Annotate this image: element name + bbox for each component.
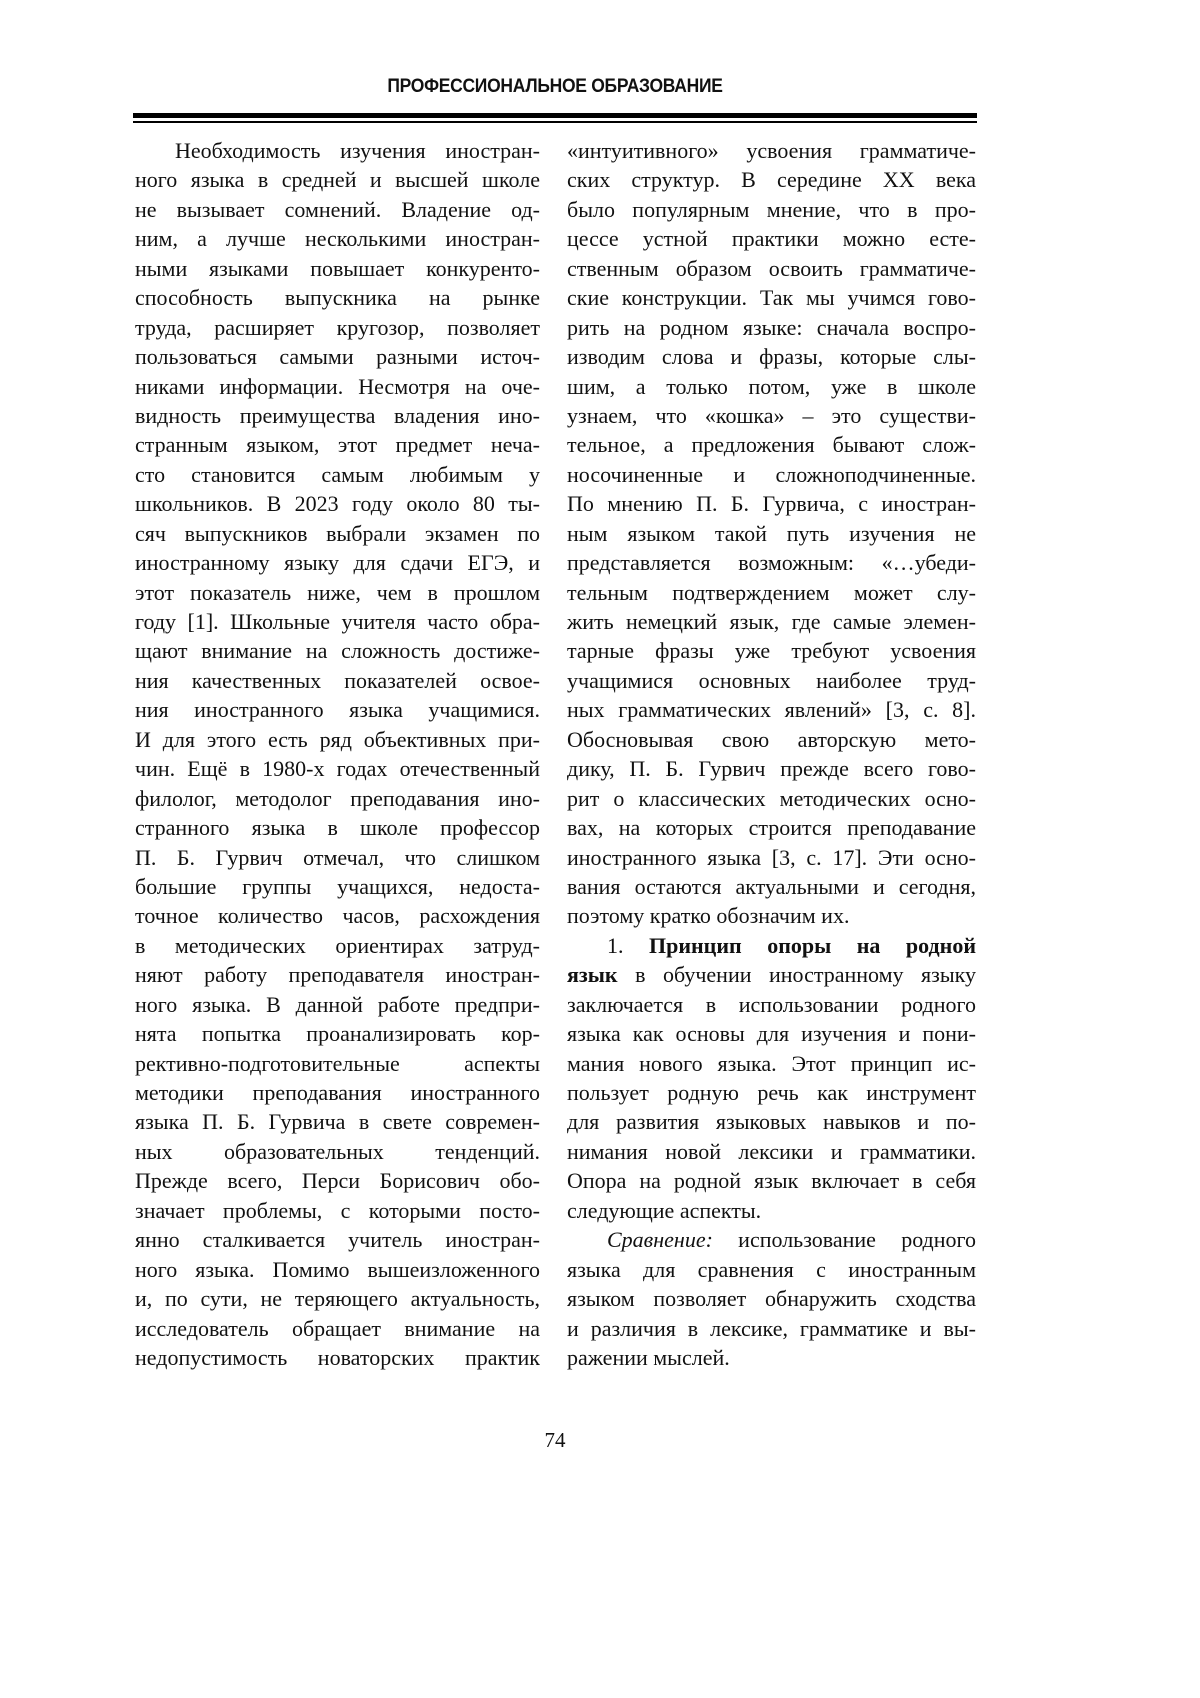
text-line: [567, 1343, 976, 1372]
text-line: языка П. Б. Гурвича в свете современ-: [135, 1107, 540, 1136]
text-column-right: [567, 136, 976, 1372]
text-line: странным языком, этот предмет неча-: [135, 430, 540, 459]
text-line: тарные фразы уже требуют усвоения: [567, 636, 976, 665]
text-line: учащимися основных наиболее труд-: [567, 666, 976, 695]
text-line: для развития языковых навыков и по-: [567, 1107, 976, 1136]
text-line: этот показатель ниже, чем в прошлом: [135, 578, 540, 607]
text-line: жить немецкий язык, где самые элемен-: [567, 607, 976, 636]
text-line: няют работу преподавателя иностран-: [135, 960, 540, 989]
text-segment: следующие аспекты.: [567, 1198, 761, 1223]
text-line: По мнению П. Б. Гурвича, с иностран-: [567, 489, 976, 518]
text-line: рит о классических методических осно-: [567, 784, 976, 813]
text-line: узнаем, что «кошка» – это существи-: [567, 401, 976, 430]
text-line: «интуитивного» усвоения грамматиче-: [567, 136, 976, 165]
text-line: изводим слова и фразы, которые слы-: [567, 342, 976, 371]
text-line: тельным подтверждением может слу-: [567, 578, 976, 607]
text-line: и различия в лексике, грамматике и вы-: [567, 1314, 976, 1343]
text-line: И для этого есть ряд объективных при-: [135, 725, 540, 754]
text-line: недопустимость новаторских практик: [135, 1343, 540, 1372]
text-line: рить на родном языке: сначала воспро-: [567, 313, 976, 342]
text-line: вания остаются актуальными и сегодня,: [567, 872, 976, 901]
text-segment: поэтому кратко обозначим их.: [567, 903, 849, 928]
text-line: ными языками повышает конкуренто-: [135, 254, 540, 283]
text-line: году [1]. Школьные учителя часто обра-: [135, 607, 540, 636]
text-line: мания нового языка. Этот принцип ис-: [567, 1049, 976, 1078]
text-line: видность преимущества владения ино-: [135, 401, 540, 430]
text-line: большие группы учащихся, недоста-: [135, 872, 540, 901]
text-segment: Необходимость изучения иностран-: [175, 138, 540, 163]
text-line: было популярным мнение, что в про-: [567, 195, 976, 224]
text-line: вах, на которых строится преподавание: [567, 813, 976, 842]
text-line: ственным образом освоить грамматиче-: [567, 254, 976, 283]
text-line: странного языка в школе профессор: [135, 813, 540, 842]
text-line: [567, 1196, 976, 1225]
header-rule-thin: [133, 121, 977, 123]
text-line: филолог, методолог преподавания ино-: [135, 784, 540, 813]
text-line: методики преподавания иностранного: [135, 1078, 540, 1107]
text-column-left: [135, 136, 540, 1372]
text-line: ских структур. В середине XX века: [567, 165, 976, 194]
text-line: ных образовательных тенденций.: [135, 1137, 540, 1166]
text-line: труда, расширяет кругозор, позволяет: [135, 313, 540, 342]
text-line: представляется возможным: «…убеди-: [567, 548, 976, 577]
text-line: пользует родную речь как инструмент: [567, 1078, 976, 1107]
text-line: иностранному языку для сдачи ЕГЭ, и: [135, 548, 540, 577]
text-line: [135, 136, 540, 165]
bold-text: язык: [567, 962, 618, 987]
text-line: щают внимание на сложность достиже-: [135, 636, 540, 665]
text-line: никами информации. Несмотря на оче-: [135, 372, 540, 401]
text-line: не вызывает сомнений. Владение од-: [135, 195, 540, 224]
text-line: языка для сравнения с иностранным: [567, 1255, 976, 1284]
text-line: цессе устной практики можно есте-: [567, 224, 976, 253]
text-line: ного языка в средней и высшей школе: [135, 165, 540, 194]
text-line: [567, 960, 976, 989]
text-line: Опора на родной язык включает в себя: [567, 1166, 976, 1195]
text-line: способность выпускника на рынке: [135, 283, 540, 312]
text-line: иностранного языка [3, с. 17]. Эти осно-: [567, 843, 976, 872]
text-line: сяч выпускников выбрали экзамен по: [135, 519, 540, 548]
text-line: сто становится самым любимым у: [135, 460, 540, 489]
text-line: ния качественных показателей освое-: [135, 666, 540, 695]
text-line: рективно-подготовительные аспекты: [135, 1049, 540, 1078]
text-line: шим, а только потом, уже в школе: [567, 372, 976, 401]
text-line: языка как основы для изучения и пони-: [567, 1019, 976, 1048]
text-line: [567, 901, 976, 930]
italic-text: Сравнение:: [607, 1227, 713, 1252]
text-line: [567, 1225, 976, 1254]
text-line: исследователь обращает внимание на: [135, 1314, 540, 1343]
text-line: значает проблемы, с которыми посто-: [135, 1196, 540, 1225]
text-line: П. Б. Гурвич отмечал, что слишком: [135, 843, 540, 872]
text-segment: в обучении иностранному языку: [618, 962, 976, 987]
text-line: чин. Ещё в 1980-х годах отечественный: [135, 754, 540, 783]
text-line: ных грамматических явлений» [3, с. 8].: [567, 695, 976, 724]
text-line: языком позволяет обнаружить сходства: [567, 1284, 976, 1313]
text-line: тельное, а предложения бывают слож-: [567, 430, 976, 459]
text-line: ния иностранного языка учащимися.: [135, 695, 540, 724]
text-line: и, по сути, не теряющего актуальность,: [135, 1284, 540, 1313]
header-rule-thick: [133, 113, 977, 118]
text-line: носочиненные и сложноподчиненные.: [567, 460, 976, 489]
text-line: Обосновывая свою авторскую мето-: [567, 725, 976, 754]
text-line: заключается в использовании родного: [567, 990, 976, 1019]
text-line: Прежде всего, Перси Борисович обо-: [135, 1166, 540, 1195]
page-number: 74: [0, 1428, 1110, 1453]
text-line: [567, 931, 976, 960]
text-segment: 1.: [607, 933, 649, 958]
running-header: ПРОФЕССИОНАЛЬНОЕ ОБРАЗОВАНИЕ: [44, 76, 1065, 98]
text-segment: использование родного: [713, 1227, 976, 1252]
text-line: дику, П. Б. Гурвич прежде всего гово-: [567, 754, 976, 783]
text-line: точное количество часов, расхождения: [135, 901, 540, 930]
text-segment: ражении мыслей.: [567, 1345, 730, 1370]
text-line: нята попытка проанализировать кор-: [135, 1019, 540, 1048]
text-line: ним, а лучше несколькими иностран-: [135, 224, 540, 253]
text-line: ские конструкции. Так мы учимся гово-: [567, 283, 976, 312]
text-line: ным языком такой путь изучения не: [567, 519, 976, 548]
text-line: ного языка. В данной работе предпри-: [135, 990, 540, 1019]
text-line: нимания новой лексики и грамматики.: [567, 1137, 976, 1166]
text-line: янно сталкивается учитель иностран-: [135, 1225, 540, 1254]
text-line: в методических ориентирах затруд-: [135, 931, 540, 960]
text-line: пользоваться самыми разными источ-: [135, 342, 540, 371]
text-line: ного языка. Помимо вышеизложенного: [135, 1255, 540, 1284]
bold-text: Принцип опоры на родной: [649, 933, 976, 958]
text-line: школьников. В 2023 году около 80 ты-: [135, 489, 540, 518]
